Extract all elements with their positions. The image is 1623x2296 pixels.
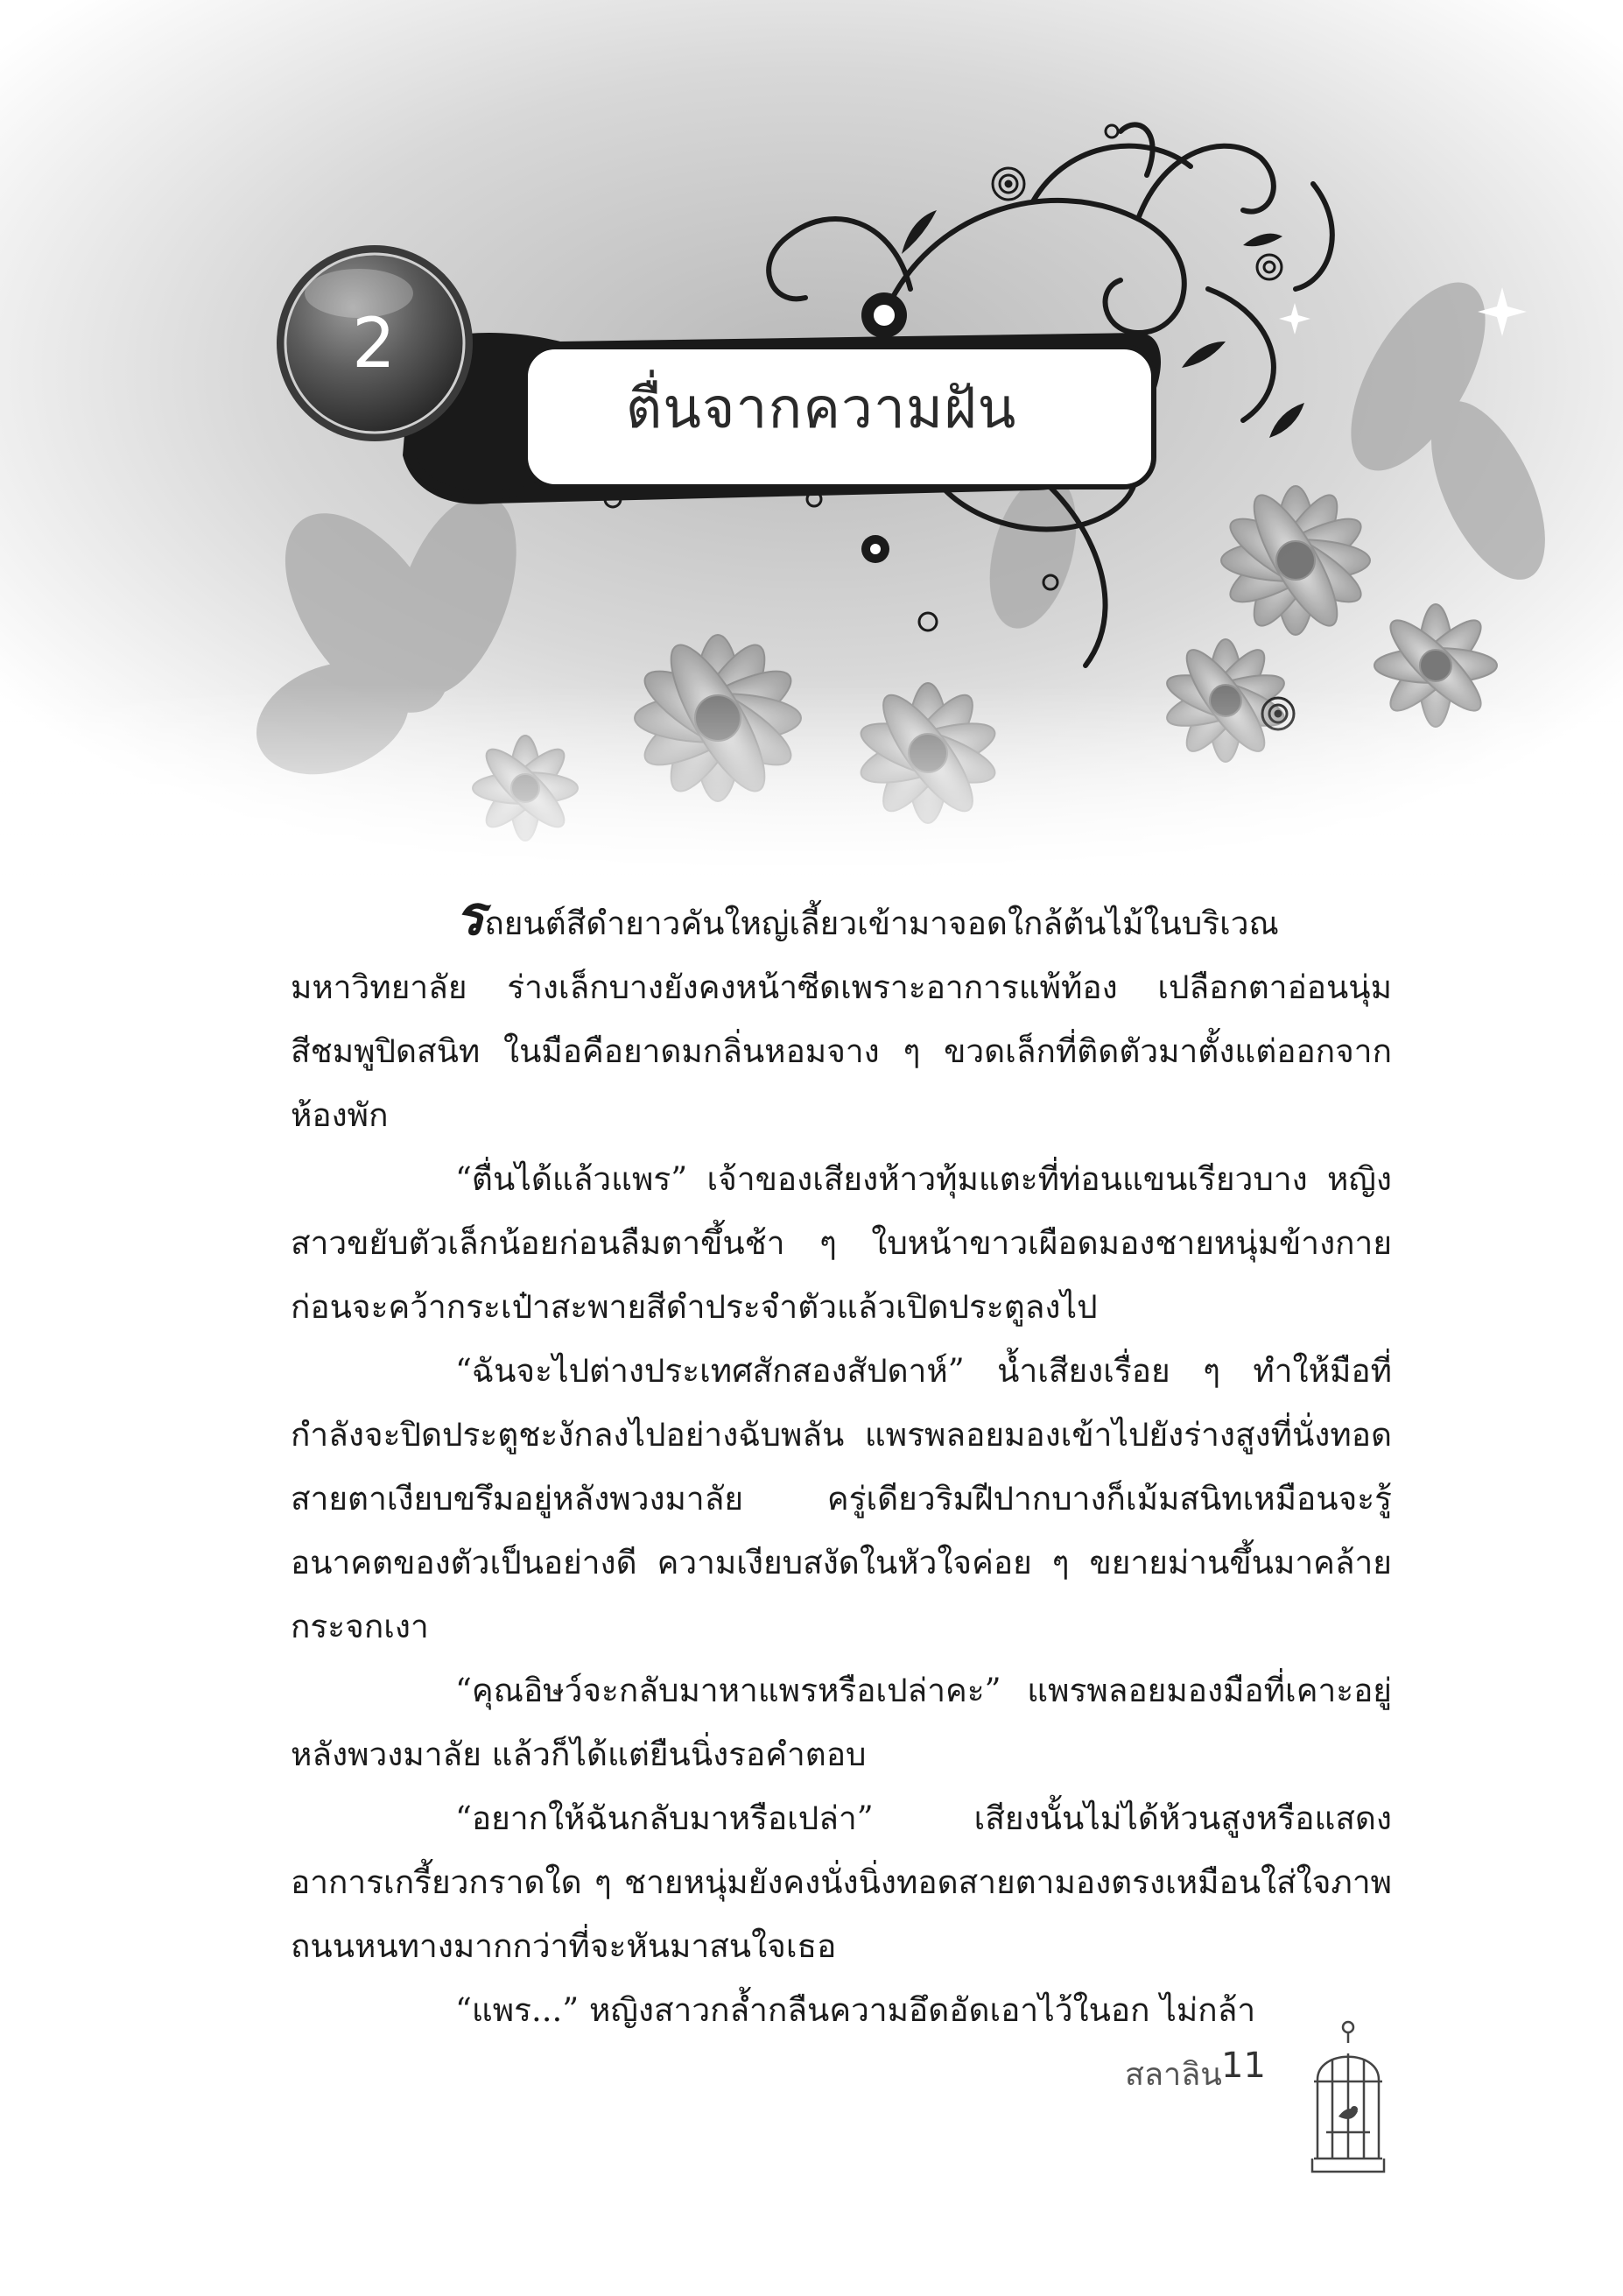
paragraph-text: ถยนต์สีดำยาวคันใหญ่เลี้ยวเข้ามาจอดใกล้ต้นไม้ในบริเวณมหาวิทยาลัย ร่างเล็กบางยังคงหน้าซีดเพราะอาการแพ้ท้อง เปลือกตาอ่อนนุ่มสีชมพูปิดสนิท ในมือคือยาดมกลิ่นหอมจาง ๆ ขวดเล็กที่ติดตัวมาตั้งแต่ออกจากห้องพัก xyxy=(291,905,1392,1134)
paragraph xyxy=(291,884,1392,1147)
paragraph: “ฉันจะไปต่างประเทศสักสองสัปดาห์” น้ำเสียงเรื่อย ๆ ทำให้มือที่กำลังจะปิดประตูชะงักลงไปอย่างฉับพลัน แพรพลอยมองเข้าไปยังร่างสูงที่นั่งทอดสายตาเงียบขรึมอยู่หลังพวงมาลัย ครู่เดียวริมฝีปากบางก็เม้มสนิทเหมือนจะรู้อนาคตของตัวเป็นอย่างดี ความเงียบสงัดในหัวใจค่อย ๆ ขยายม่านขึ้นมาคล้ายกระจกเงา xyxy=(291,1352,1392,1645)
page-number: 11 xyxy=(1221,2046,1266,2086)
paragraph: “อยากให้ฉันกลับมาหรือเปล่า” เสียงนั้นไม่ได้ห้วนสูงหรือแสดงอาการเกรี้ยวกราดใด ๆ ชายหนุ่มยังคงนั่งนิ่งทอดสายตามองตรงเหมือนใส่ใจภาพถนนหนทางมากกว่าที่จะหันมาสนใจเธอ xyxy=(291,1799,1392,1965)
birdcage-icon xyxy=(1309,2018,1388,2180)
paragraph: “แพร...” หญิงสาวกล้ำกลืนความอึดอัดเอาไว้ในอก ไม่กล้า xyxy=(455,1991,1256,2029)
chapter-number: 2 xyxy=(352,305,396,384)
chapter-title: ตื่นจากความฝัน xyxy=(625,377,1017,441)
drop-cap: ร xyxy=(455,884,485,947)
paragraph: “คุณอิษว์จะกลับมาหาแพรหรือเปล่าคะ” แพรพลอยมองมือที่เคาะอยู่หลังพวงมาลัย แล้วก็ได้แต่ยืนนิ่งรอคำตอบ xyxy=(291,1672,1392,1773)
book-title: สลาลิน xyxy=(1125,2057,1222,2093)
chapter-body xyxy=(291,884,1392,2042)
paragraph: “ตื่นได้แล้วแพร” เจ้าของเสียงห้าวทุ้มแตะที่ท่อนแขนเรียวบาง หญิงสาวขยับตัวเล็กน้อยก่อนลืมตาขึ้นช้า ๆ ใบหน้าขาวเผือดมองชายหนุ่มข้างกาย ก่อนจะคว้ากระเป๋าสะพายสีดำประจำตัวแล้วเปิดประตูลงไป xyxy=(291,1160,1392,1326)
